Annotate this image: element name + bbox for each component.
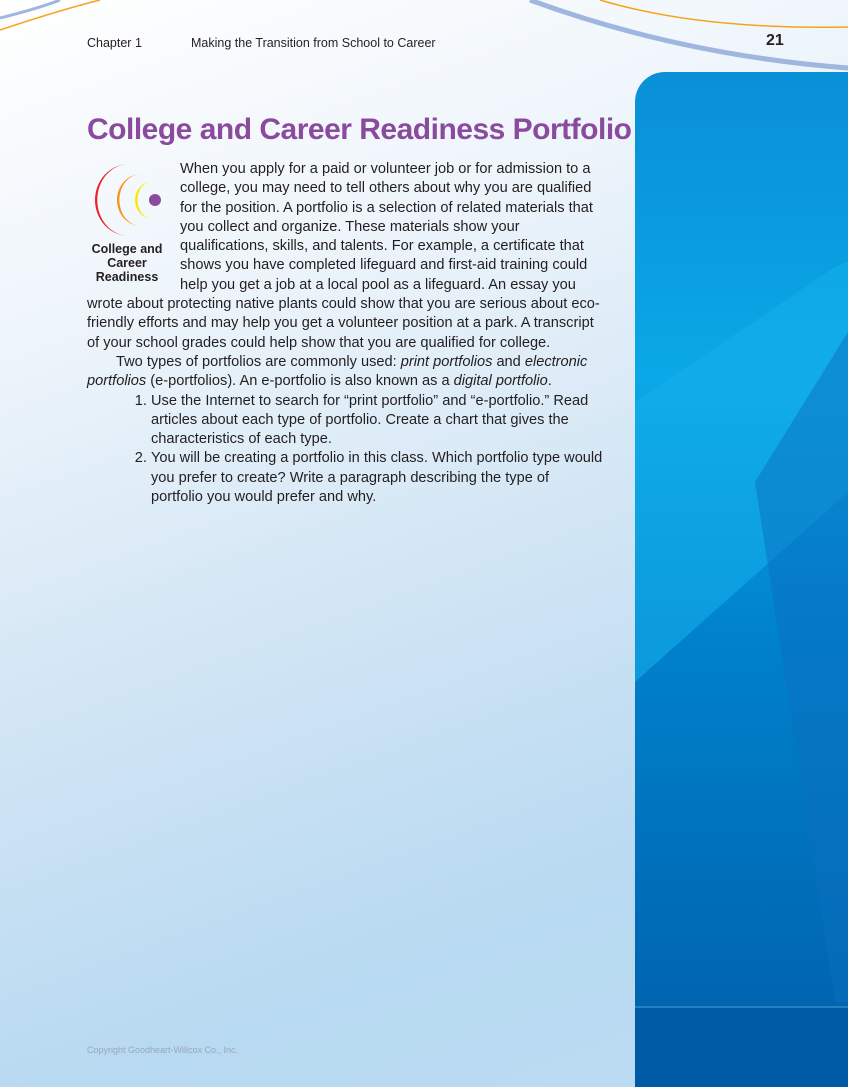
chapter-label: Chapter 1 [87, 36, 142, 50]
readiness-arcs-icon [91, 160, 163, 240]
text: and [492, 353, 525, 370]
list-item: 1. Use the Internet to search for “print portfolio” and “e-portfolio.” Read articles about each type of portfolio. Create a chart that gives the characteristics of each type. [151, 392, 605, 450]
term-print-portfolios: print portfolios [400, 353, 493, 370]
activity-list [87, 392, 605, 508]
portfolio-types-paragraph [87, 353, 605, 392]
college-career-readiness-logo [87, 160, 167, 292]
chapter-title: Making the Transition from School to Career [191, 36, 436, 50]
text: (e-portfolios). An e-portfolio is also known as a [146, 373, 454, 390]
sidebar-shapes [635, 72, 848, 1087]
term-digital-portfolio: digital portfolio [453, 373, 548, 390]
page-number: 21 [766, 32, 784, 49]
logo-label: College and Career Readiness [91, 242, 163, 284]
list-item: 2. You will be creating a portfolio in this class. Which portfolio type would you prefer to create? Write a paragraph describing the type of portfolio you would prefer and why. [151, 449, 605, 507]
text: . [547, 373, 552, 390]
term-electronic-portfolios: electronic portfolios [87, 353, 588, 390]
copyright: Copyright Goodheart-Willcox Co., Inc. [87, 1045, 239, 1055]
text: Two types of portfolios are commonly used: [116, 353, 401, 370]
article-body [87, 160, 605, 507]
intro-paragraph: When you apply for a paid or volunteer job or for admission to a college, you may need to tell others about why you are qualified for the position. A portfolio is a selection of related materials that you collect and organize. These materials show your qualifications, skills, and talents. For example, a certificate that shows you have completed lifeguard and first-aid training could help you get a job at a local pool as a lifeguard. An essay you wrote about protecting native plants could show that you are serious about eco-friendly efforts and may help you get a volunteer position at a park. A transcript of your school grades could help show that you are qualified for college. [87, 161, 600, 351]
sidebar-decoration [635, 72, 848, 1087]
page-title: College and Career Readiness Portfolio [87, 113, 632, 146]
